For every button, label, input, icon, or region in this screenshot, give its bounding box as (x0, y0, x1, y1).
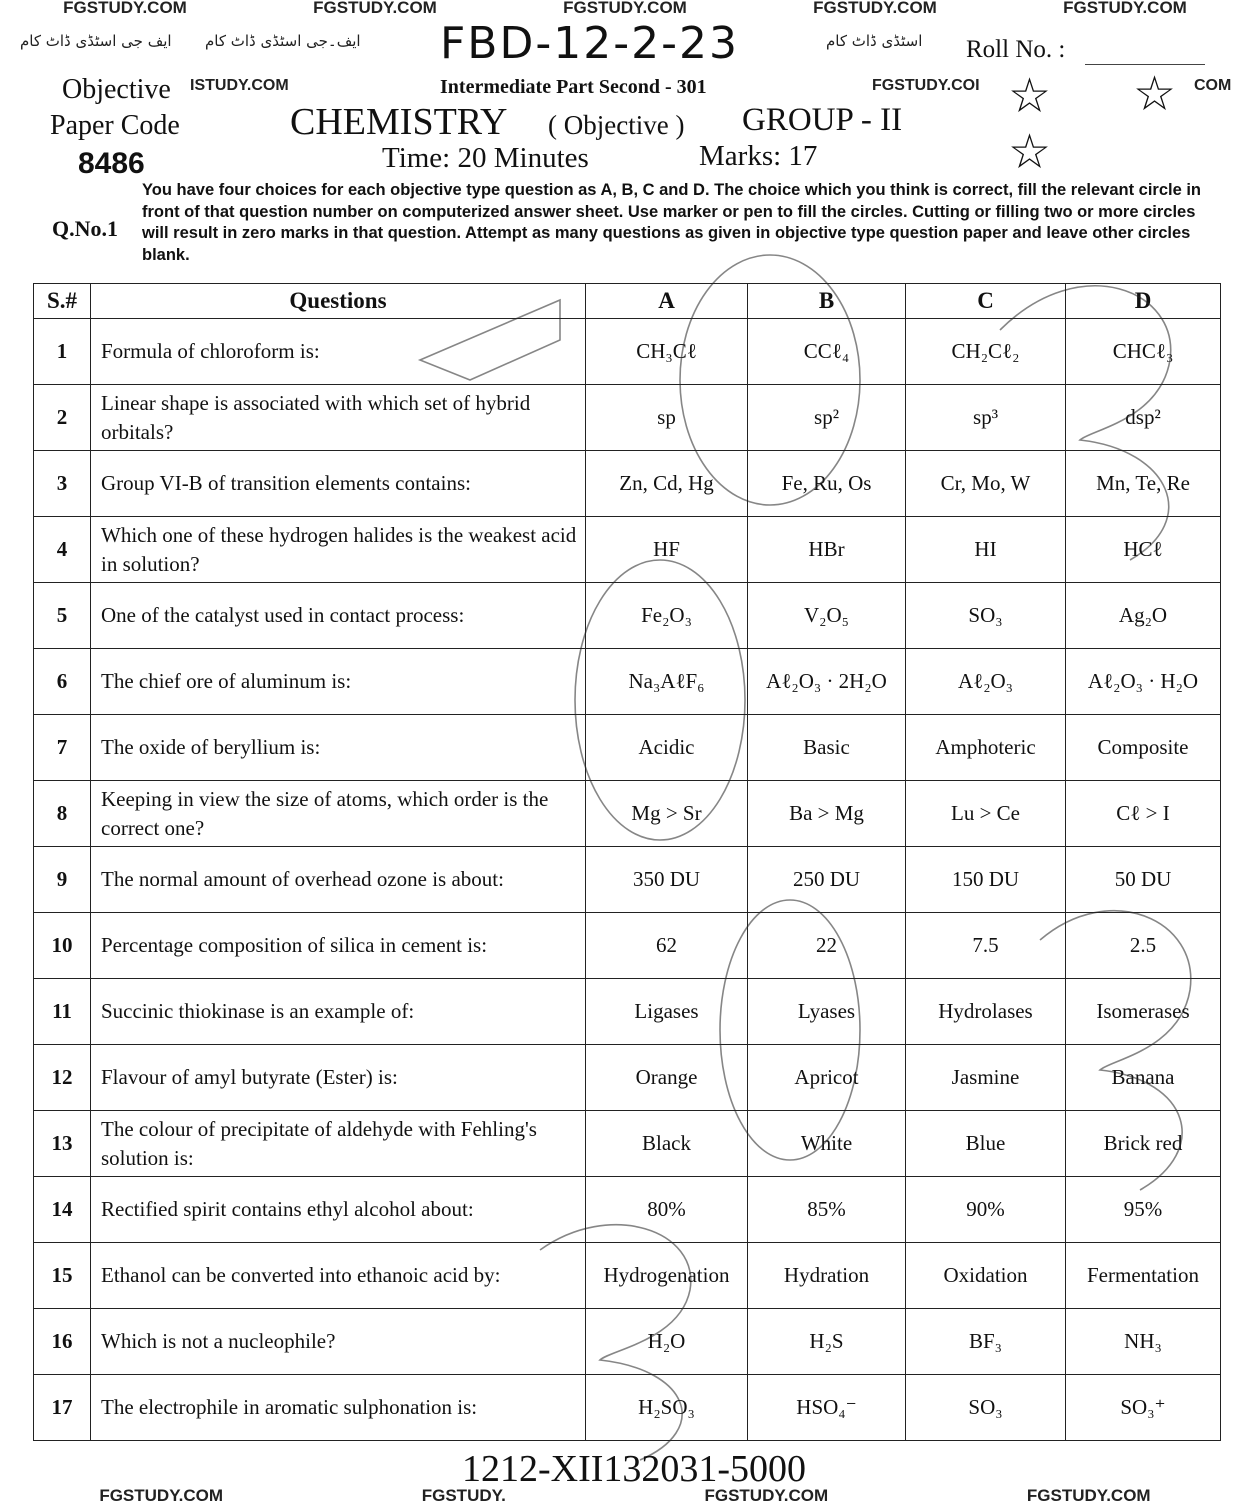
option-a: Zn, Cd, Hg (586, 451, 748, 517)
option-a: H₂SO₃ (586, 1375, 748, 1441)
option-c: Cr, Mo, W (906, 451, 1066, 517)
question-serial: 7 (34, 715, 91, 781)
question-text: The electrophile in aromatic sulphonation is: (91, 1375, 586, 1441)
option-c: BF₃ (906, 1309, 1066, 1375)
question-row (34, 385, 1221, 451)
option-c: Amphoteric (906, 715, 1066, 781)
option-d: Isomerases (1066, 979, 1221, 1045)
option-b: Lyases (748, 979, 906, 1045)
option-a: Hydrogenation (586, 1243, 748, 1309)
exam-title: Intermediate Part Second - 301 (440, 76, 707, 98)
time-allowed: Time: 20 Minutes (382, 142, 589, 174)
question-serial: 17 (34, 1375, 91, 1441)
option-a: 350 DU (586, 847, 748, 913)
watermark-text: FGSTUDY.COM (313, 0, 437, 17)
question-serial: 1 (34, 319, 91, 385)
question-serial: 8 (34, 781, 91, 847)
watermark-text: FGSTUDY.COI (872, 77, 980, 94)
question-row (34, 583, 1221, 649)
star-icon: ☆ (1133, 66, 1177, 122)
option-b: White (748, 1111, 906, 1177)
question-row (34, 517, 1221, 583)
watermark-text: FGSTUDY.COM (1026, 1486, 1151, 1505)
question-serial: 14 (34, 1177, 91, 1243)
option-a: Orange (586, 1045, 748, 1111)
option-c: SO₃ (906, 1375, 1066, 1441)
option-b: sp² (748, 385, 906, 451)
question-text: Flavour of amyl butyrate (Ester) is: (91, 1045, 586, 1111)
question-text: Succinic thiokinase is an example of: (91, 979, 586, 1045)
question-row (34, 1375, 1221, 1441)
column-header-option-b: B (748, 284, 906, 319)
question-serial: 4 (34, 517, 91, 583)
option-b: HSO₄⁻ (748, 1375, 906, 1441)
question-row (34, 847, 1221, 913)
option-d: SO₃⁺ (1066, 1375, 1221, 1441)
question-serial: 11 (34, 979, 91, 1045)
option-b: Ba > Mg (748, 781, 906, 847)
question-text: Linear shape is associated with which set of hybrid orbitals? (91, 385, 586, 451)
roll-no-label: Roll No. : (966, 36, 1066, 63)
paper-code-number: 8486 (78, 147, 145, 180)
option-b: 85% (748, 1177, 906, 1243)
question-text: Formula of chloroform is: (91, 319, 586, 385)
option-d: Cℓ > I (1066, 781, 1221, 847)
question-number-label: Q.No.1 (52, 216, 118, 241)
column-header-serial: S.# (34, 284, 91, 319)
paper-serial-code: 1212-XII132031-5000 (462, 1448, 807, 1490)
question-row (34, 1243, 1221, 1309)
option-a: CH₃Cℓ (586, 319, 748, 385)
question-row (34, 649, 1221, 715)
question-serial: 6 (34, 649, 91, 715)
option-a: Fe₂O₃ (586, 583, 748, 649)
group-label: GROUP - II (742, 102, 903, 138)
option-d: CHCℓ₃ (1066, 319, 1221, 385)
option-d: Banana (1066, 1045, 1221, 1111)
question-text: The oxide of beryllium is: (91, 715, 586, 781)
question-serial: 15 (34, 1243, 91, 1309)
column-header-option-c: C (906, 284, 1066, 319)
option-b: Apricot (748, 1045, 906, 1111)
option-c: 7.5 (906, 913, 1066, 979)
option-a: Black (586, 1111, 748, 1177)
watermark-text: FGSTUDY. (421, 1486, 506, 1505)
question-row (34, 979, 1221, 1045)
option-a: Acidic (586, 715, 748, 781)
option-c: 150 DU (906, 847, 1066, 913)
urdu-watermark: اسٹڈی ڈاٹ کام (826, 32, 923, 50)
option-c: Hydrolases (906, 979, 1066, 1045)
option-d: 95% (1066, 1177, 1221, 1243)
handwritten-paper-code: FBD-12-2-23 (440, 18, 739, 69)
option-d: 50 DU (1066, 847, 1221, 913)
option-d: 2.5 (1066, 913, 1221, 979)
total-marks: Marks: 17 (699, 140, 818, 172)
question-serial: 10 (34, 913, 91, 979)
question-text: Rectified spirit contains ethyl alcohol about: (91, 1177, 586, 1243)
objective-questions-table (33, 283, 1221, 1441)
paper-type: ( Objective ) (548, 110, 685, 140)
option-d: Mn, Te, Re (1066, 451, 1221, 517)
option-b: Basic (748, 715, 906, 781)
option-b: 250 DU (748, 847, 906, 913)
option-b: CCℓ₄ (748, 319, 906, 385)
option-c: HI (906, 517, 1066, 583)
question-text: Which is not a nucleophile? (91, 1309, 586, 1375)
watermark-text: FGSTUDY.COM (563, 0, 687, 17)
question-row (34, 1309, 1221, 1375)
option-b: Aℓ₂O₃ · 2H₂O (748, 649, 906, 715)
option-c: Aℓ₂O₃ (906, 649, 1066, 715)
star-icon: ☆ (1008, 124, 1052, 180)
question-row (34, 1111, 1221, 1177)
watermark-text: FGSTUDY.COM (1063, 0, 1187, 17)
question-text: The colour of precipitate of aldehyde with Fehling's solution is: (91, 1111, 586, 1177)
question-row (34, 1177, 1221, 1243)
instructions-text: You have four choices for each objective type question as A, B, C and D. The choice which you think is correct, fill the relevant circle in front of that question number on computerized answer sheet. Use marker or pen to fill the circles. Cutting or filling two or more circles will result in zero marks in that question. Attempt as many questions as given in objective type question paper and leave other circles blank. (142, 181, 1202, 264)
option-c: sp³ (906, 385, 1066, 451)
question-row (34, 1045, 1221, 1111)
question-text: Keeping in view the size of atoms, which order is the correct one? (91, 781, 586, 847)
question-text: The chief ore of aluminum is: (91, 649, 586, 715)
question-row (34, 319, 1221, 385)
option-b: H₂S (748, 1309, 906, 1375)
option-d: Ag₂O (1066, 583, 1221, 649)
option-c: Blue (906, 1111, 1066, 1177)
subject-title: CHEMISTRY (290, 101, 508, 143)
option-b: 22 (748, 913, 906, 979)
bottom-watermark-row (0, 1486, 1250, 1506)
question-serial: 2 (34, 385, 91, 451)
table-header-row (34, 284, 1221, 319)
question-text: Group VI-B of transition elements contains: (91, 451, 586, 517)
question-text: Ethanol can be converted into ethanoic acid by: (91, 1243, 586, 1309)
option-b: Fe, Ru, Os (748, 451, 906, 517)
option-d: Aℓ₂O₃ · H₂O (1066, 649, 1221, 715)
watermark-text: ISTUDY.COM (190, 77, 289, 94)
option-b: V₂O₅ (748, 583, 906, 649)
option-a: Mg > Sr (586, 781, 748, 847)
question-serial: 3 (34, 451, 91, 517)
question-text: One of the catalyst used in contact process: (91, 583, 586, 649)
question-serial: 5 (34, 583, 91, 649)
question-serial: 9 (34, 847, 91, 913)
option-a: sp (586, 385, 748, 451)
option-c: Oxidation (906, 1243, 1066, 1309)
column-header-questions: Questions (91, 284, 586, 319)
watermark-text: COM (1194, 77, 1232, 94)
watermark-text: FGSTUDY.COM (99, 1486, 224, 1505)
objective-label: Objective (62, 74, 171, 105)
question-row (34, 715, 1221, 781)
option-d: HCℓ (1066, 517, 1221, 583)
option-c: SO₃ (906, 583, 1066, 649)
question-row (34, 913, 1221, 979)
option-d: Brick red (1066, 1111, 1221, 1177)
option-a: H₂O (586, 1309, 748, 1375)
option-d: NH₃ (1066, 1309, 1221, 1375)
paper-code-label: Paper Code (50, 110, 180, 141)
question-row (34, 451, 1221, 517)
option-c: 90% (906, 1177, 1066, 1243)
option-a: Na₃AℓF₆ (586, 649, 748, 715)
urdu-watermark: ایف۔جی اسٹڈی ڈاٹ کام (205, 32, 361, 50)
question-text: Which one of these hydrogen halides is the weakest acid in solution? (91, 517, 586, 583)
option-d: dsp² (1066, 385, 1221, 451)
column-header-option-d: D (1066, 284, 1221, 319)
urdu-watermark: ایف جی اسٹڈی ڈاٹ کام (20, 32, 172, 50)
option-a: 80% (586, 1177, 748, 1243)
question-serial: 13 (34, 1111, 91, 1177)
option-b: HBr (748, 517, 906, 583)
option-c: CH₂Cℓ₂ (906, 319, 1066, 385)
watermark-text: FGSTUDY.COM (704, 1486, 829, 1505)
question-text: Percentage composition of silica in cement is: (91, 913, 586, 979)
question-serial: 16 (34, 1309, 91, 1375)
top-watermark-row (0, 0, 1250, 18)
question-row (34, 781, 1221, 847)
question-text: The normal amount of overhead ozone is about: (91, 847, 586, 913)
roll-no-field[interactable] (1085, 64, 1205, 65)
star-icon: ☆ (1008, 68, 1052, 124)
option-a: Ligases (586, 979, 748, 1045)
option-c: Jasmine (906, 1045, 1066, 1111)
option-d: Fermentation (1066, 1243, 1221, 1309)
watermark-text: FGSTUDY.COM (63, 0, 187, 17)
option-a: 62 (586, 913, 748, 979)
column-header-option-a: A (586, 284, 748, 319)
option-b: Hydration (748, 1243, 906, 1309)
option-c: Lu > Ce (906, 781, 1066, 847)
option-d: Composite (1066, 715, 1221, 781)
question-serial: 12 (34, 1045, 91, 1111)
option-a: HF (586, 517, 748, 583)
watermark-text: FGSTUDY.COM (813, 0, 937, 17)
